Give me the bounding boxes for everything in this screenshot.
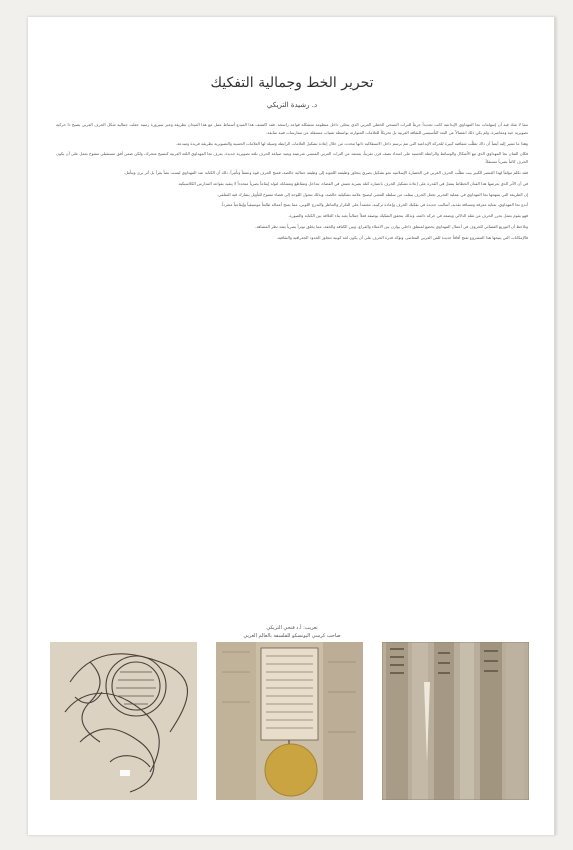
artwork-calligraphy-circle xyxy=(50,642,197,800)
signature-block xyxy=(28,624,556,640)
paragraph: فالإمكانات التي يتيحها هذا المشروع تفتح آفاقاً جديدة للفن العربي المعاصر، وتؤكد قدرة الحرف على أن يكون لغة كونية تتجاوز الحدود الجغرافية والثقافية. xyxy=(276,234,528,240)
paragraph: إن الطريقة التي ينتهجها نجا المهداوي في عملية التحرير تجعل الحرف ينفلت من سلطة المعنى ليصبح علامة تشكيلية خالصة، وبذلك تتحول اللوحة إلى فضاء مفتوح للتأويل يشارك فيه المتلقي. xyxy=(216,191,528,197)
artwork-panels xyxy=(50,642,529,800)
golden-disc-image xyxy=(216,642,363,800)
calligraphy-circle-image xyxy=(50,642,197,800)
page-title: تحرير الخط وجمالية التفكيك xyxy=(210,75,374,91)
artwork-textured-columns xyxy=(382,642,529,800)
author-name: د. رشيدة التريكي xyxy=(266,101,318,109)
paragraph: مما لا شك فيه أن إسهامات نجا المهداوي الإبداعية كانت تجديداً جريئاً للتراث النسخي الخطي العربي الذي يتخلى داخل منظومة متشكلة قواعد راسخة. فقد اكتشف هذا المبدع أسماط عمل مع هذا الميدان بطريقة وعبر سيرورة زمنية جعلت جمالية شكل الحرف العربي يصبح ذا حركية تصويرية حية ومعاصرة، ولم يكن ذلك انفصالاً عن البعد التأسيسي للثقافة العربية بل تحريكاً للعلامات المتوارثة بواسطة تقنيات مستقلة عن ممارسات فنية سابقة. xyxy=(56,122,528,135)
artwork-golden-disc xyxy=(216,642,363,800)
article-body xyxy=(56,121,528,245)
textured-columns-image xyxy=(382,642,529,800)
paragraph: فهو يقوم بعمل يحرر الحرف من ثقله الدلالي ويضعه في حركة دائمة، وبذلك يتحقق التفكيك بوصفه فعلاً جمالياً يعيد بناء العلاقة بين الكتابة والصورة. xyxy=(288,213,528,219)
paragraph: في أن الأثر الذي يعرضها هذا الفنان الخطاط يتمثل في القدرة على إعادة تشكيل الحرف باعتباره كتلة بصرية تعيش في الفضاء، تتداخل وتتقاطع وتتشابك لتولد إيقاعاً بصرياً متجدداً لا يتقيد بقواعد المدارس الكلاسيكية. xyxy=(177,180,528,186)
translator-line: تعريب: أ.د فتحي التريكي xyxy=(266,625,318,631)
paragraph: أبدع نجا المهداوي، بعناية معرفة ومسافة نقدية، أساليب جديدة في تفكيك الحرف وإعادة تركيبه، معتمداً على التكرار والتناظر والتدرج اللوني، مما يمنح أعماله طابعاً موسيقياً وإيقاعياً متفرداً. xyxy=(220,202,528,208)
paragraph: فقد تكلم مؤلفاً لهذا العنصر الكبير بيت تطلّب الحرف العربي في الحضارة الإسلامية نحو تشكيل بصري يتجاوز وظيفته اللغوية إلى وظيفة جمالية خالصة، فمنح الحرف قوة وعمقاً وتأثيراً. ذلك أن الكتابة عند المهداوي ليست نصاً يقرأ بل أثر يرى ويتأمل. xyxy=(123,169,528,175)
paragraph: فكان الفنان نجا المهداوي الذي تبع الأشكال والوسائط والرابطة الحسية على امتداد نصف قرن تقريباً، يستمد من التراث العربي المنسي شرعيته ويعيد صياغة الحرف بلغة تصويرية جديدة. يعرف نجا المهداوي اللغة العربية كنسيج متحرك، ولكن ضمن أفق مستقبلي مفتوح يعمل على أن يكون الحرف كائناً بصرياً مستقلاً. xyxy=(56,151,528,165)
translator-title: صاحب كرسي اليونسكو للفلسفة بالعالم العربي xyxy=(243,633,341,639)
paragraph: وتلاحظ أن التوزيع الفضائي للحروف في أعمال المهداوي يخضع لمنطق داخلي يوازن بين الامتلاء والفراغ، وبين الكثافة والخفة، مما يخلق توتراً بصرياً يشد نظر المشاهد. xyxy=(254,223,528,229)
paragraph: وهذا ما تشير إليه أيضاً أن ذاك تطلّب شفافية كبيرة للحركة الإبداعية التي تتم برسم داخل الاستقلالية ذاتها تتحدث من خلال إعادة تشكيل العلامات الرابطة وسيلة لها العلامات الحسية والتصويرية بطريقة فريدة ومبدعة. xyxy=(175,140,528,146)
